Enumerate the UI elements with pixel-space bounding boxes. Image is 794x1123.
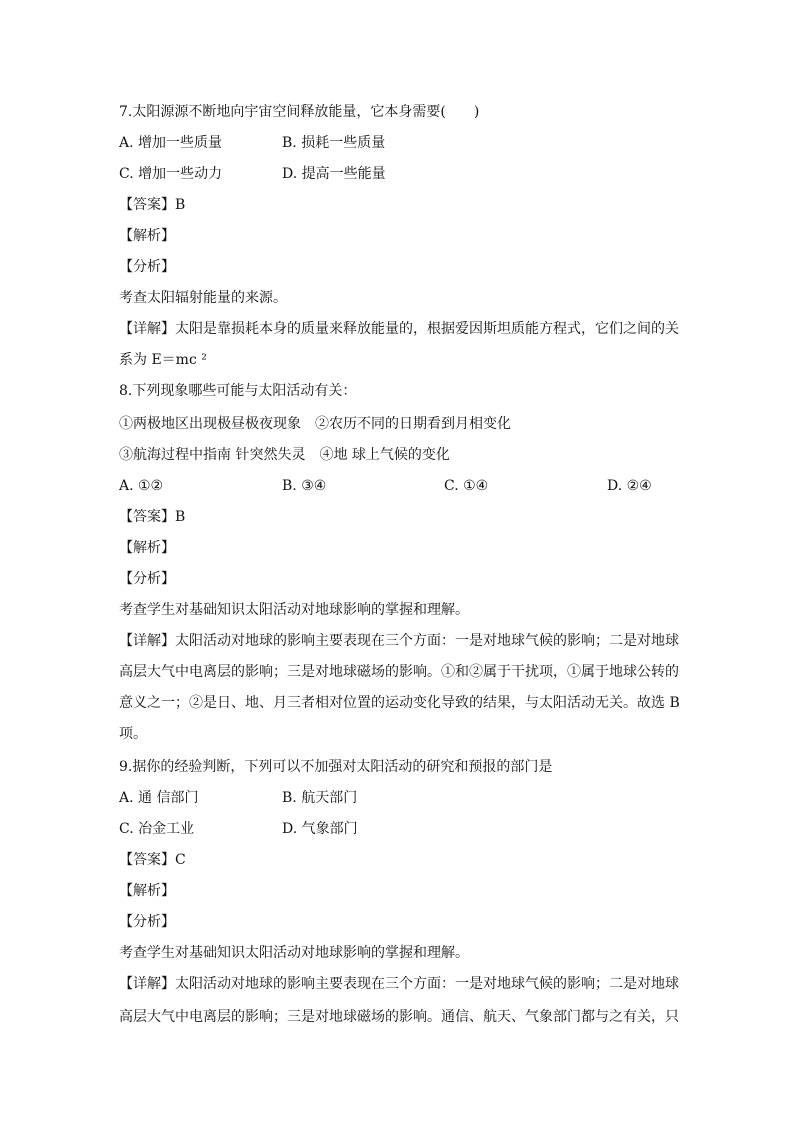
q8-stem: 8.下列现象哪些可能与太阳活动有关：: [119, 383, 357, 399]
q8-options-row: [119, 475, 679, 497]
q7-options-row-2: [119, 163, 679, 185]
q8-detail-line-1: 【详解】太阳活动对地球的影响主要表现在三个方面：一是对地球气候的影响；二是对地球: [119, 633, 679, 649]
q9-fenxi-heading: 【分析】: [119, 914, 175, 930]
q7-fenxi-heading: 【分析】: [119, 259, 175, 275]
q7-analysis: 考查太阳辐射能量的来源。: [119, 290, 287, 306]
q9-option-a: A. 通 信部门: [119, 790, 199, 806]
q8-option-d: D. ②④: [607, 478, 652, 494]
q9-option-c: C. 冶金工业: [119, 821, 195, 837]
q7-detail-line-2: 系为 E＝mc ²: [119, 352, 207, 368]
q8-phenomena-line-1: ①两极地区出现极昼极夜现象 ②农历不同的日期看到月相变化: [119, 416, 511, 432]
q8-jiexi-heading: 【解析】: [119, 540, 175, 556]
q9-option-b: B. 航天部门: [282, 790, 358, 806]
q7-option-d: D. 提高一些能量: [282, 166, 386, 182]
q8-detail-line-3: 意义之一；②是日、地、月三者相对位置的运动变化导致的结果，与太阳活动无关。故选 B: [119, 695, 680, 711]
q9-options-row-1: [119, 787, 679, 809]
q9-answer: 【答案】C: [119, 852, 186, 868]
q9-option-d: D. 气象部门: [282, 821, 358, 837]
q8-option-b: B. ③④: [282, 478, 327, 494]
q7-option-a: A. 增加一些质量: [119, 135, 223, 151]
q8-detail-line-2: 高层大气中电离层的影响；三是对地球磁场的影响。①和②属于干扰项，①属于地球公转的: [119, 664, 679, 680]
q9-analysis: 考查学生对基础知识太阳活动对地球影响的掌握和理解。: [119, 945, 469, 961]
q8-analysis: 考查学生对基础知识太阳活动对地球影响的掌握和理解。: [119, 602, 469, 618]
q9-detail-line-1: 【详解】太阳活动对地球的影响主要表现在三个方面：一是对地球气候的影响；二是对地球: [119, 976, 679, 992]
q9-jiexi-heading: 【解析】: [119, 883, 175, 899]
q8-fenxi-heading: 【分析】: [119, 571, 175, 587]
q9-detail-line-2: 高层大气中电离层的影响；三是对地球磁场的影响。通信、航天、气象部门都与之有关，只: [119, 1009, 679, 1025]
q7-option-b: B. 损耗一些质量: [282, 135, 386, 151]
q8-phenomena-line-2: ③航海过程中指南 针突然失灵 ④地 球上气候的变化: [119, 447, 450, 463]
q8-detail-line-4: 项。: [119, 726, 147, 742]
q8-option-a: A. ①②: [119, 478, 164, 494]
q8-option-c: C. ①④: [444, 478, 489, 494]
q7-stem: 7.太阳源源不断地向宇宙空间释放能量，它本身需要( ): [119, 104, 480, 120]
q8-answer: 【答案】B: [119, 509, 186, 525]
q7-answer: 【答案】B: [119, 197, 186, 213]
q7-option-c: C. 增加一些动力: [119, 166, 223, 182]
q9-stem: 9.据你的经验判断，下列可以不加强对太阳活动的研究和预报的部门是: [119, 759, 553, 775]
q9-options-row-2: [119, 818, 679, 840]
q7-detail-line-1: 【详解】太阳是靠损耗本身的质量来释放能量的，根据爱因斯坦质能方程式，它们之间的关: [119, 321, 679, 337]
q7-options-row-1: [119, 132, 679, 154]
q7-jiexi-heading: 【解析】: [119, 228, 175, 244]
